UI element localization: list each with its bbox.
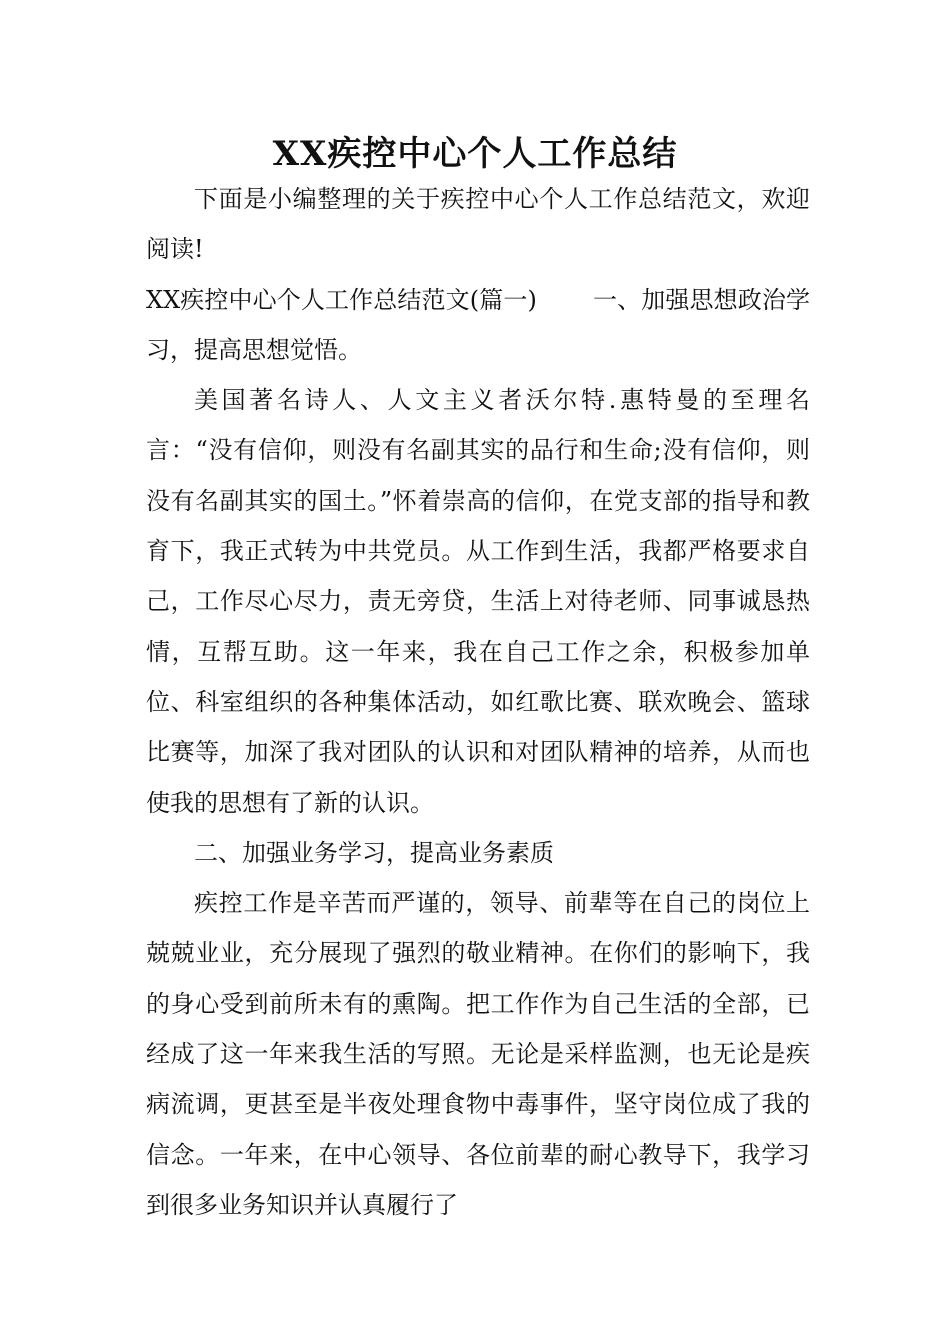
intro-paragraph: 下面是小编整理的关于疾控中心个人工作总结范文，欢迎阅读!: [146, 185, 810, 264]
document-title: XX疾控中心个人工作总结: [272, 134, 678, 174]
document-body: [146, 174, 810, 1230]
point-two-heading: 二、加强业务学习，提高业务素质: [194, 838, 554, 867]
point-one-heading: 一、加强思想政治学习，提高思想觉悟。: [146, 285, 811, 364]
paragraph-one: 美国著名诗人、人文主义者沃尔特.惠特曼的至理名言：“没有信仰，则没有名副其实的品行和生命;没有信仰，则没有名副其实的国土。”怀着崇高的信仰，在党支部的指导和教育下，我正式转为中共党员。从工作到生活，我都严格要求自己，工作尽心尽力，责无旁贷，生活上对待老师、同事诚恳热情，互帮互助。这一年来，我在自己工作之余，积极参加单位、科室组织的各种集体活动，如红歌比赛、联欢晚会、篮球比赛等，加深了我对团队的认识和对团队精神的培养，从而也使我的思想有了新的认识。: [146, 386, 810, 817]
section-heading-line: [146, 275, 810, 376]
section-heading: XX疾控中心个人工作总结范文(篇一): [146, 285, 537, 314]
paragraph-two: 疾控工作是辛苦而严谨的，领导、前辈等在自己的岗位上兢兢业业，充分展现了强烈的敬业精神。在你们的影响下，我的身心受到前所未有的熏陶。把工作作为自己生活的全部，已经成了这一年来我生活的写照。无论是采样监测，也无论是疾病流调，更甚至是半夜处理食物中毒事件，坚守岗位成了我的信念。一年来，在中心领导、各位前辈的耐心教导下，我学习到很多业务知识并认真履行了: [146, 889, 810, 1219]
